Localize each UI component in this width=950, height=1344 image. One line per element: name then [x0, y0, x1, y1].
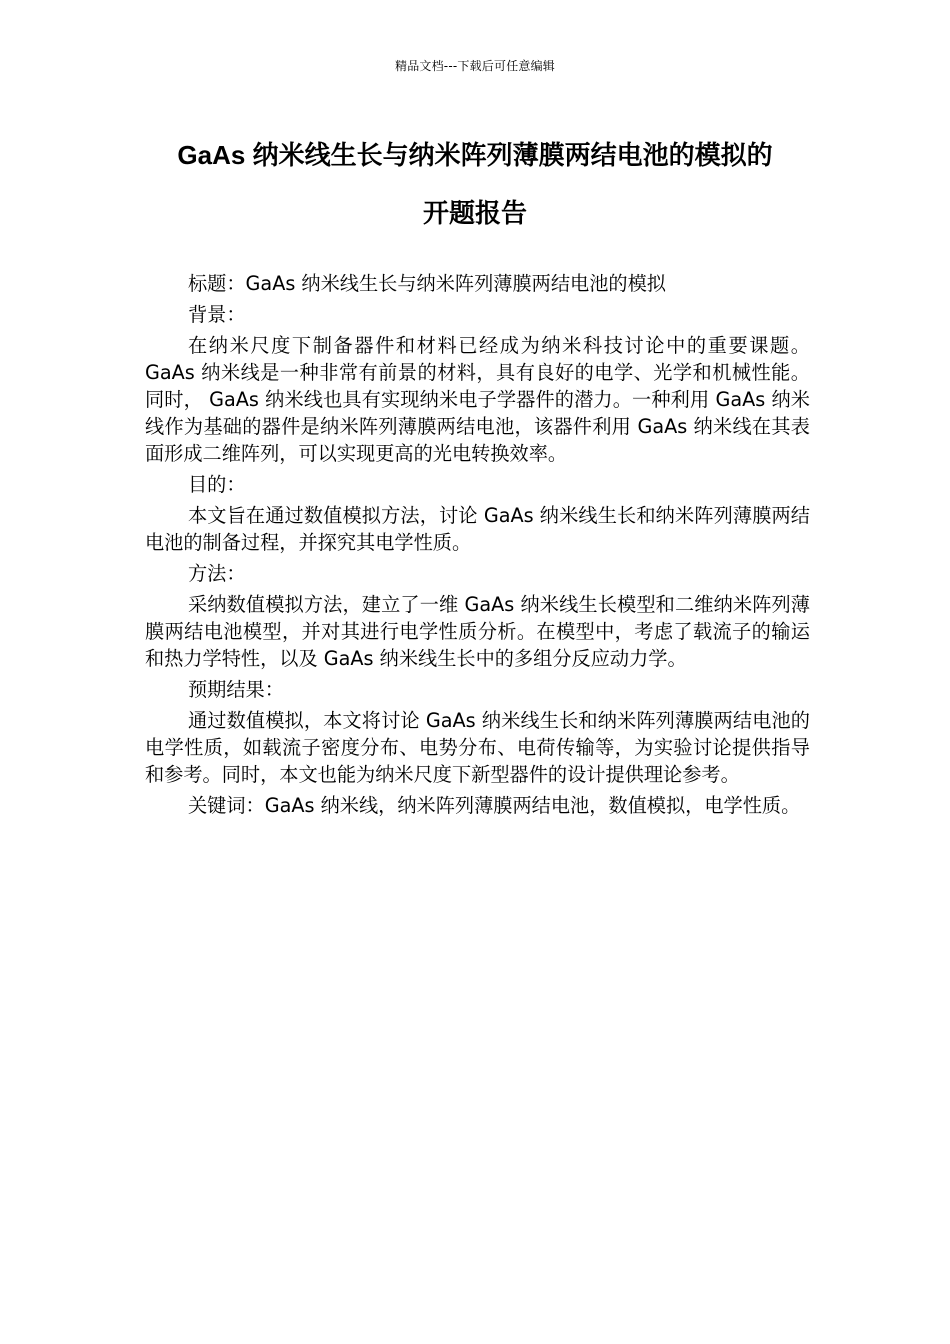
- results-label: 预期结果：: [188, 678, 284, 701]
- background-paragraph: 在纳米尺度下制备器件和材料已经成为纳米科技讨论中的重要课题。GaAs 纳米线是一种非常有前景的材料，具有良好的电学、光学和机械性能。同时， GaAs 纳米线也具有实现纳米电子学器件的潜力。一种利用 GaAs 纳米线作为基础的器件是纳米阵列薄膜两结电池，该器件利用 GaAs 纳米线在其表面形成二维阵列，可以实现更高的光电转换效率。: [145, 334, 810, 465]
- purpose-paragraph: 本文旨在通过数值模拟方法，讨论 GaAs 纳米线生长和纳米阵列薄膜两结电池的制备过程，并探究其电学性质。: [145, 504, 810, 554]
- results-paragraph: 通过数值模拟，本文将讨论 GaAs 纳米线生长和纳米阵列薄膜两结电池的电学性质，如载流子密度分布、电势分布、电荷传输等，为实验讨论提供指导和参考。同时，本文也能为纳米尺度下新型器件的设计提供理论参考。: [145, 709, 810, 786]
- method-label: 方法：: [188, 562, 246, 585]
- document-body: [145, 270, 810, 823]
- purpose-label: 目的：: [188, 473, 246, 496]
- background-label: 背景：: [188, 303, 246, 326]
- document-title-line-1: GaAs 纳米线生长与纳米阵列薄膜两结电池的模拟的: [177, 140, 773, 170]
- method-paragraph: 采纳数值模拟方法，建立了一维 GaAs 纳米线生长模型和二维纳米阵列薄膜两结电池模型，并对其进行电学性质分析。在模型中，考虑了载流子的输运和热力学特性，以及 GaAs 纳米线生长中的多组分反应动力学。: [145, 593, 810, 670]
- title-line: 标题：GaAs 纳米线生长与纳米阵列薄膜两结电池的模拟: [188, 272, 666, 295]
- keywords-line: 关键词：GaAs 纳米线，纳米阵列薄膜两结电池，数值模拟，电学性质。: [188, 794, 801, 817]
- header-note: 精品文档---下载后可任意编辑: [395, 59, 555, 73]
- document-title-line-2: 开题报告: [422, 198, 527, 228]
